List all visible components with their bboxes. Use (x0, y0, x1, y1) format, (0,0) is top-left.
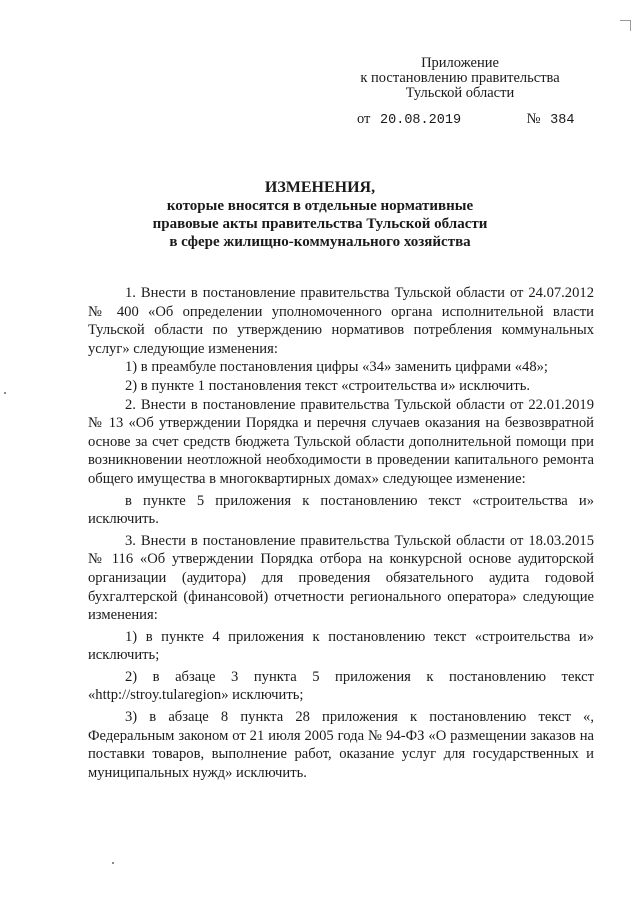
paragraph-2-item: в пункте 5 приложения к постановлению текст «строительства и» исключить. (88, 492, 594, 528)
paragraph-3-item-2: 2) в абзаце 3 пункта 5 приложения к постановлению текст «http://stroy.tularegion» исключить; (88, 668, 594, 704)
appendix-block (330, 56, 590, 101)
paragraph-2: 2. Внести в постановление правительства Тульской области от 22.01.2019 № 13 «Об утверждении Порядка и перечня случаев оказания на безвозвратной основе за счет средств бюджета Тульской области дополнительной помощи при возникновении неотложной необходимости в проведении капитального ремонта общего имущества в многоквартирных домах» следующее изменение: (88, 396, 594, 487)
title-line-2: которые вносятся в отдельные нормативные (166, 198, 474, 214)
scan-speck (4, 392, 6, 394)
title-line-1: ИЗМЕНЕНИЯ, (264, 179, 376, 196)
document-title (90, 179, 550, 251)
from-label: от (357, 111, 371, 127)
scan-speck (112, 862, 114, 864)
paragraph-1: 1. Внести в постановление правительства Тульской области от 24.07.2012 № 400 «Об определении уполномоченного органа исполнительной власти Тульской области по утверждению нормативов потребления коммунальных услуг» следующие изменения: (88, 285, 594, 357)
appendix-line-1: Приложение (421, 55, 499, 71)
decree-reference (357, 111, 574, 128)
paragraph-3-item-3: 3) в абзаце 8 пункта 28 приложения к постановлению текст «, Федеральным законом от 21 июля 2005 года № 94-ФЗ «О размещении заказов на поставки товаров, выполнение работ, оказание услуг для государственных и муниципальных нужд» исключить. (88, 709, 594, 781)
paragraph-1-item-2: 2) в пункте 1 постановления текст «строительства и» исключить. (125, 377, 531, 394)
paragraph-3-item-1: 1) в пункте 4 приложения к постановлению текст «строительства и» исключить; (88, 628, 594, 664)
appendix-line-3: Тульской области (405, 85, 515, 101)
paragraph-3: 3. Внести в постановление правительства Тульской области от 18.03.2015 № 116 «Об утверждении Порядка отбора на конкурсной основе аудиторской организации (аудитора) для проведения обязательного аудита годовой бухгалтерской (финансовой) отчетности регионального оператора» следующие изменения: (88, 532, 594, 624)
title-line-4: в сфере жилищно-коммунального хозяйства (169, 234, 471, 250)
decree-number: 384 (550, 113, 575, 128)
document-body (88, 284, 594, 782)
scan-corner-mark (620, 20, 631, 31)
decree-date: 20.08.2019 (380, 113, 462, 128)
appendix-line-2: к постановлению правительства (360, 70, 560, 86)
title-line-3: правовые акты правительства Тульской области (152, 216, 488, 232)
number-label: № (526, 111, 541, 127)
paragraph-1-item-1: 1) в преамбуле постановления цифры «34» заменить цифрами «48»; (125, 359, 548, 376)
